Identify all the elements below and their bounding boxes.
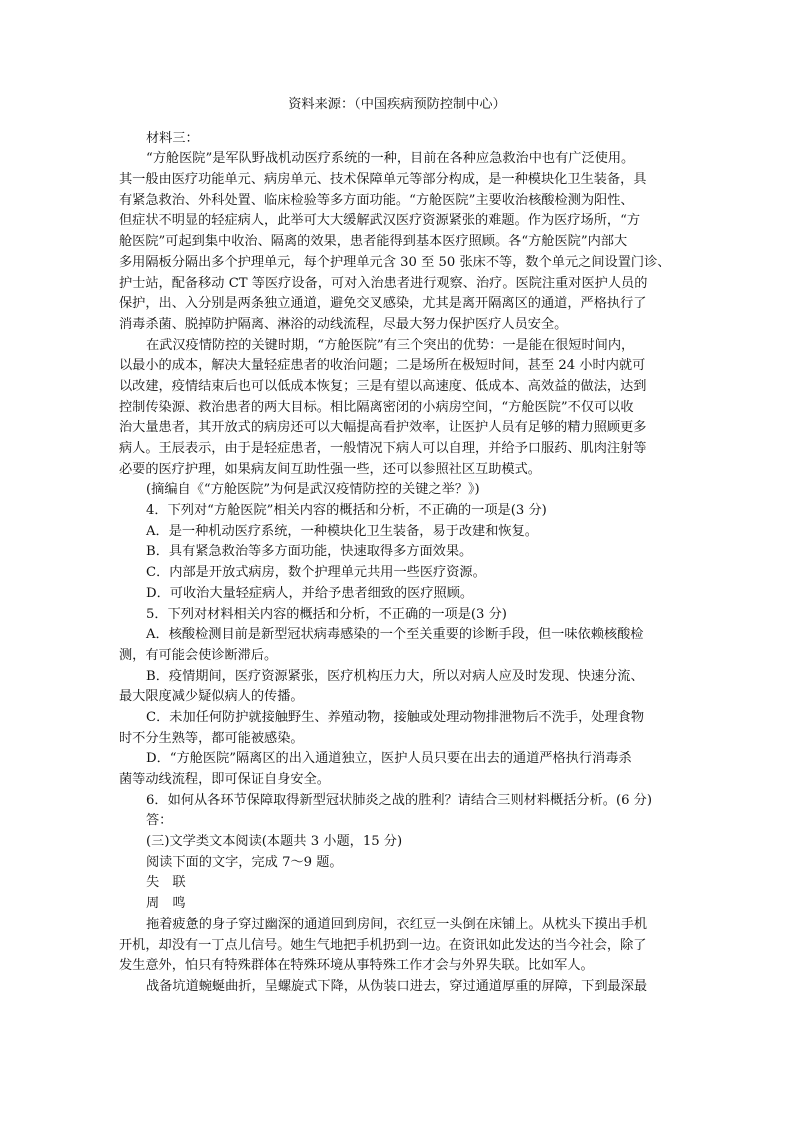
text-line: 病人。王辰表示，由于是轻症患者，一般情况下病人可以自理，并给予口服药、肌肉注射等: [119, 441, 647, 456]
question-5: [119, 605, 675, 791]
option-d: D．“方舱医院”隔离区的出入通道独立，医护人员只要在出去的通道严格执行消毒杀: [146, 751, 632, 767]
text-line: 多用隔板分隔出多个护理单元，每个护理单元含 30 至 50 张床不等，数个单元之间设置门诊、: [119, 254, 671, 270]
text-line: 但症状不明显的轻症病人，此举可大大缓解武汉医疗资源紧张的难题。作为医疗场所，“方: [119, 213, 641, 229]
text-line: 必要的医疗护理，如果病友间互助性强一些，还可以参照社区互助模式。: [119, 461, 541, 477]
story-author: 周 鸣: [146, 896, 186, 912]
option-d-cont: 菌等动线流程，即可保证自身安全。: [119, 772, 330, 787]
question-4: [119, 501, 675, 604]
question-stem: 4．下列对“方舱医院”相关内容的概括和分析，不正确的一项是(3 分): [146, 503, 547, 519]
section-instruction: 阅读下面的文字，完成 7～9 题。: [146, 854, 343, 870]
text-line: 在武汉疫情防控的关键时期，“方舱医院”有三个突出的优势：一是能在很短时间内，: [146, 337, 635, 353]
option-d: D．可收治大量轻症病人，并给予患者细致的医疗照顾。: [146, 585, 474, 601]
story-title: 失 联: [146, 875, 186, 891]
text-line: 开机，却没有一丁点儿信号。她生气地把手机扔到一边。在资讯如此发达的当今社会，除了: [119, 937, 647, 953]
text-line: 发生意外，怕只有特殊群体在特殊环境从事特殊工作才会与外界失联。比如军人。: [119, 958, 594, 974]
text-line: 战备坑道蜿蜒曲折，呈螺旋式下降，从伪装口进去，穿过通道厚重的屏障，下到最深最: [146, 978, 648, 994]
text-line: “方舱医院”是军队野战机动医疗系统的一种，目前在各种应急救治中也有广泛使用。: [146, 151, 635, 167]
text-line: 拖着疲惫的身子穿过幽深的通道回到房间，衣红豆一头倒在床铺上。从枕头下摸出手机: [146, 916, 648, 932]
text-line: 消毒杀菌、脱掉防护隔离、淋浴的动线流程，尽最大努力保护医疗人员安全。: [119, 316, 568, 332]
material3-heading: 材料三：: [146, 130, 199, 146]
question-stem: 6．如何从各环节保障取得新型冠状肺炎之战的胜利？请结合三则材料概括分析。(6 分): [146, 792, 653, 808]
text-line: 护士站，配备移动 CT 等医疗设备，可对入治患者进行观察、治疗。医院注重对医护人员的: [119, 275, 648, 291]
text-line: 以最小的成本，解决大量轻症患者的收治问题；二是场所在极短时间，甚至 24 小时内就可: [119, 358, 646, 374]
text-line: 控制传染源、救治患者的两大目标。相比隔离密闭的小病房空间，“方舱医院”不仅可以收: [119, 399, 634, 415]
source-line: 资料来源：（中国疾病预防控制中心）: [288, 97, 506, 112]
text-line: 其一般由医疗功能单元、病房单元、技术保障单元等部分构成，是一种模块化卫生装备，具: [119, 172, 647, 188]
text-line: 以改建，疫情结束后也可以低成本恢复；三是有望以高速度、低成本、高效益的做法，达到: [119, 378, 647, 394]
material3-citation: (摘编自《“方舱医院”为何是武汉疫情防控的关键之举？》): [146, 482, 480, 498]
option-b-cont: 最大限度减少疑似病人的传播。: [119, 689, 304, 705]
section-heading: (三)文学类文本阅读(本题共 3 小题，15 分): [146, 834, 403, 850]
text-line: 舱医院”可起到集中收治、隔离的效果，患者能得到基本医疗照顾。各“方舱医院”内部大: [119, 234, 628, 250]
option-c-cont: 时不分生熟等，都可能被感染。: [119, 730, 304, 746]
story-paragraph-2: [119, 977, 675, 998]
option-a-cont: 测，有可能会使诊断滞后。: [119, 647, 278, 663]
material3-paragraph-2: [119, 336, 675, 481]
text-line: 保护，出、入分别是两条独立通道，避免交叉感染，尤其是离开隔离区的通道，严格执行了: [119, 296, 647, 312]
option-a: A．核酸检测目前是新型冠状病毒感染的一个至关重要的诊断手段，但一味依赖核酸检: [146, 627, 644, 643]
answer-label: 答：: [146, 813, 173, 829]
option-b: B．具有紧急救治等多方面功能，快速取得多方面效果。: [146, 544, 473, 560]
option-b: B．疫情期间，医疗资源紧张，医疗机构压力大，所以对病人应及时发现、快速分流、: [146, 668, 644, 684]
story-paragraph-1: [119, 915, 675, 977]
text-line: 治大量患者，其开放式的病房还可以大幅提高看护效率，让医护人员有足够的精力照顾更多: [119, 420, 647, 436]
material3-paragraph-1: [119, 149, 675, 335]
option-a: A．是一种机动医疗系统，一种模块化卫生装备，易于改建和恢复。: [146, 523, 538, 539]
option-c: C．未加任何防护就接触野生、养殖动物，接触或处理动物排泄物后不洗手，处理食物: [146, 709, 645, 725]
option-c: C．内部是开放式病房，数个护理单元共用一些医疗资源。: [146, 565, 486, 581]
question-6: [119, 791, 675, 832]
question-stem: 5．下列对材料相关内容的概括和分析，不正确的一项是(3 分): [146, 606, 507, 622]
document-page: [119, 95, 675, 998]
text-line: 有紧急救治、外科处置、临床检验等多方面功能。“方舱医院”主要收治核酸检测为阳性、: [119, 192, 634, 208]
section-3: [119, 832, 675, 998]
